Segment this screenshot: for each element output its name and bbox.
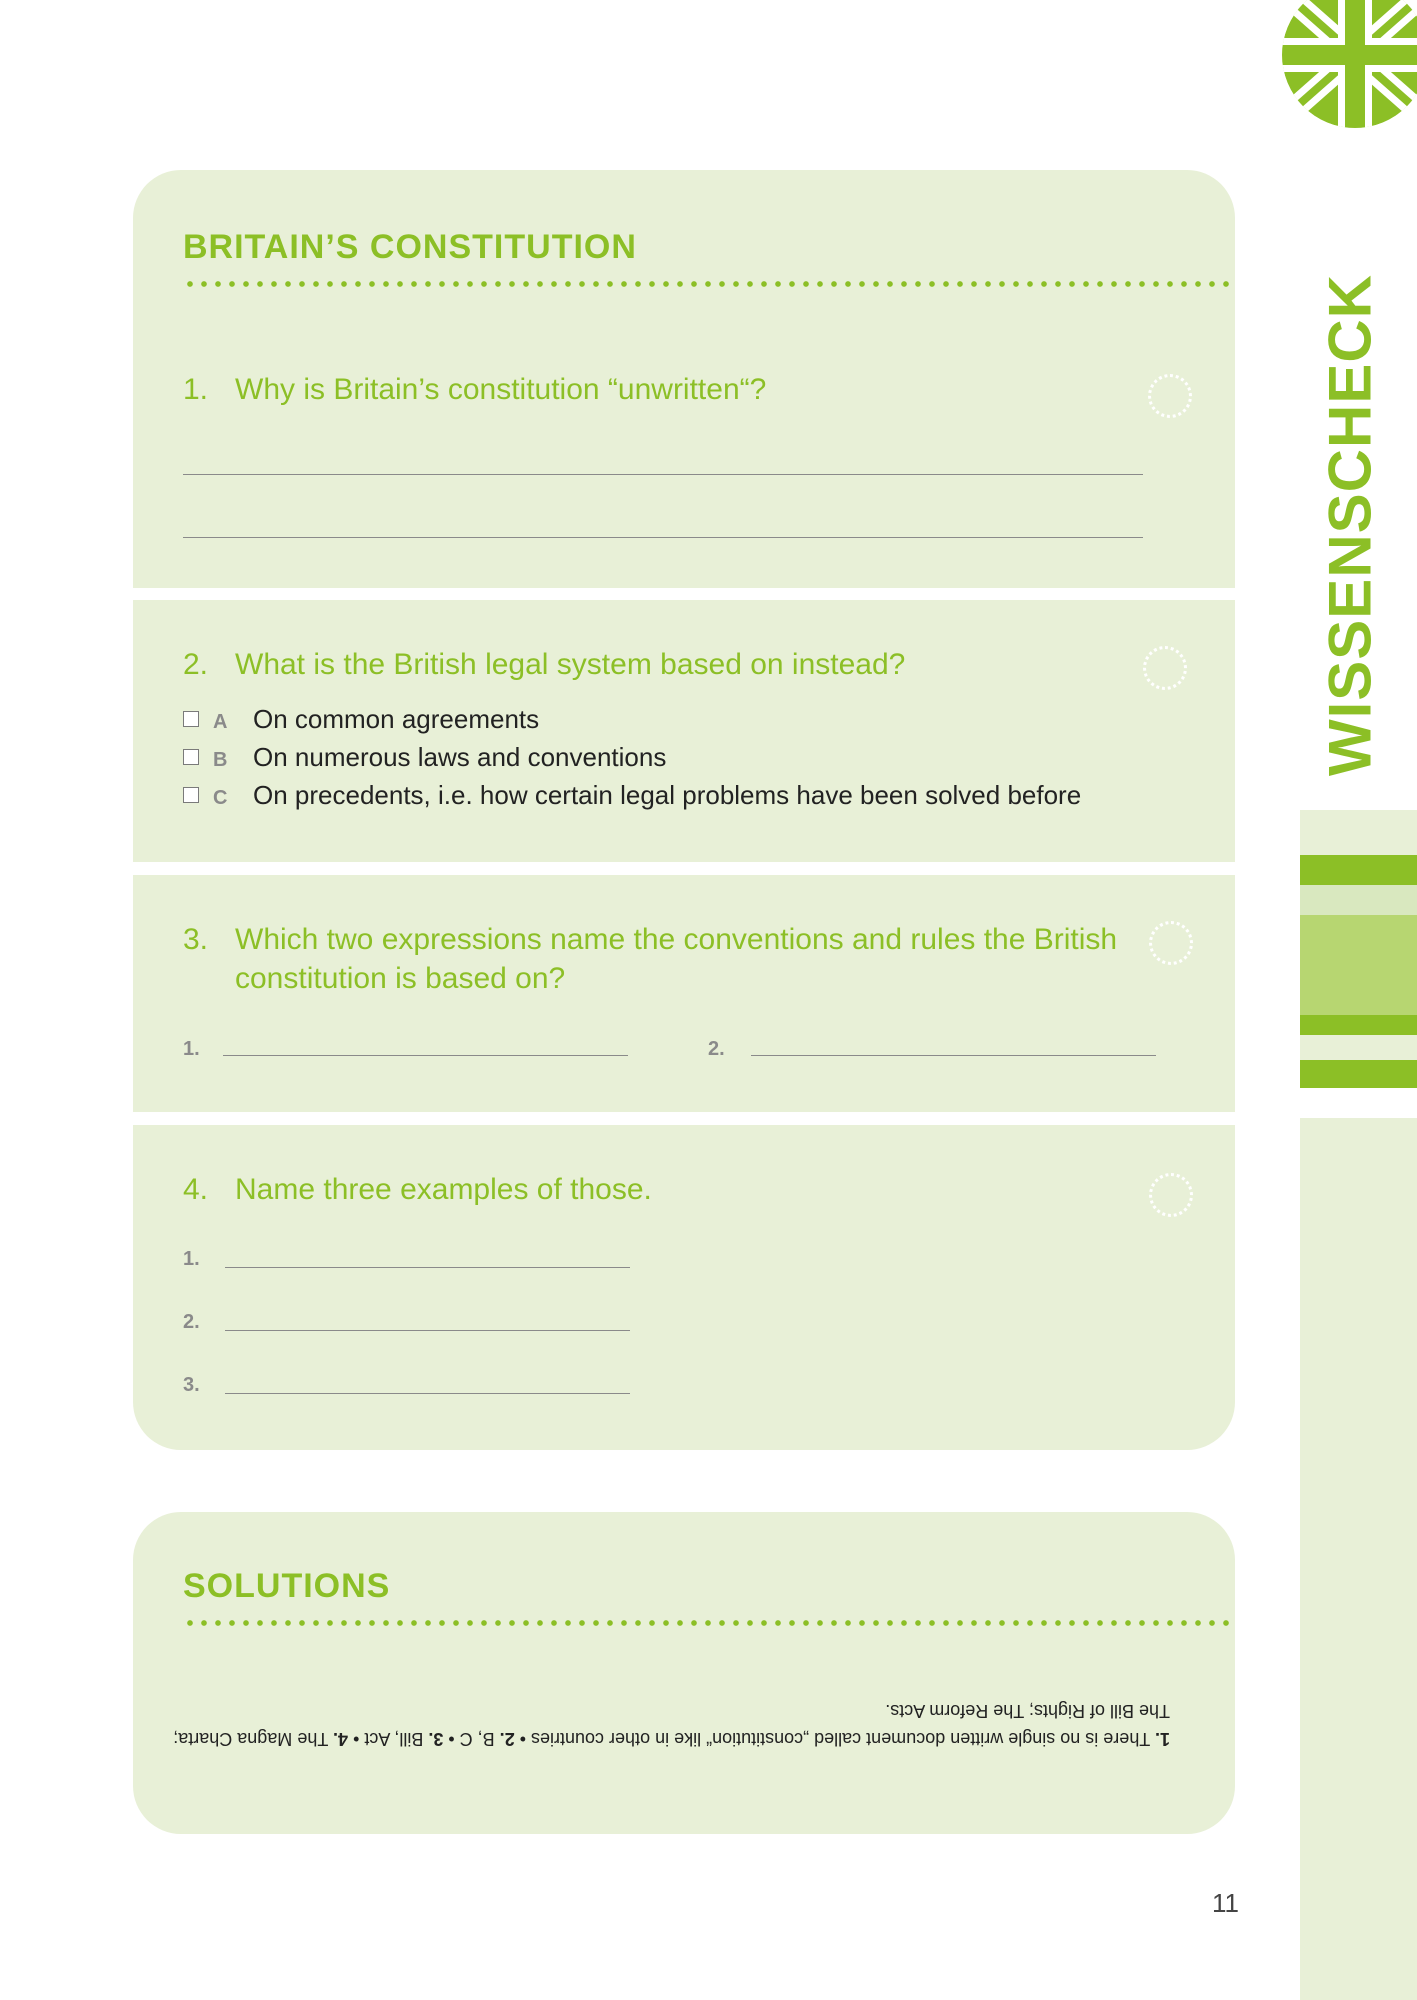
answer-line[interactable]: [223, 1055, 628, 1056]
answer-line[interactable]: [225, 1267, 630, 1268]
solutions-panel: [133, 1512, 1235, 1834]
option-c: [183, 780, 1081, 813]
question-1: [183, 370, 1183, 409]
dotted-divider: [183, 280, 1233, 288]
side-stripe: [1300, 885, 1417, 915]
side-stripe: [1300, 915, 1417, 1015]
answer-line[interactable]: [183, 537, 1143, 538]
side-stripe: [1300, 1035, 1417, 1060]
blank-label: 1.: [183, 1038, 200, 1060]
blank-label: 1.: [183, 1248, 200, 1270]
answer-number: 4.: [333, 1729, 349, 1749]
question-panel-1: [133, 170, 1235, 588]
blank-label: 2.: [708, 1038, 725, 1060]
side-strip: [1300, 1118, 1417, 2000]
question-number: 3.: [183, 923, 209, 956]
answer-number: 2.: [499, 1729, 515, 1749]
side-stripe: [1300, 1015, 1417, 1035]
option-text: On common agreements: [253, 704, 540, 734]
option-letter: B: [213, 749, 228, 771]
side-stripe: [1300, 855, 1417, 885]
question-text: Which two expressions name the conventions and rules the British constitution is based on?: [235, 923, 1118, 995]
checkbox[interactable]: [183, 711, 199, 727]
question-panel-2: [133, 600, 1235, 862]
question-number: 2.: [183, 648, 209, 681]
score-circle: [1148, 374, 1192, 418]
dotted-divider: [183, 1619, 1233, 1627]
answer-line[interactable]: [751, 1055, 1156, 1056]
blank-label: 3.: [183, 1374, 200, 1396]
answer-text: Bill, Act •: [348, 1729, 429, 1749]
union-jack-icon: [1270, 0, 1417, 130]
question-text: What is the British legal system based on instead?: [235, 648, 906, 681]
solutions-title: SOLUTIONS: [183, 1567, 391, 1605]
side-stripe: [1300, 810, 1417, 855]
answer-line[interactable]: [183, 474, 1143, 475]
option-letter: A: [213, 711, 228, 733]
option-b: [183, 742, 666, 775]
side-stripe: [1300, 1088, 1417, 1118]
question-text: Why is Britain’s constitution “unwritten“?: [235, 373, 767, 406]
option-a: [183, 704, 539, 737]
option-letter: C: [213, 787, 228, 809]
score-circle: [1143, 646, 1187, 690]
option-text: On precedents, i.e. how certain legal problems have been solved before: [253, 780, 1082, 810]
page-number: 11: [1212, 1888, 1239, 1918]
side-stripe: [1300, 1060, 1417, 1088]
question-number: 1.: [183, 373, 209, 406]
question-text: Name three examples of those.: [235, 1173, 652, 1206]
checkbox[interactable]: [183, 749, 199, 765]
answer-line[interactable]: [225, 1330, 630, 1331]
score-circle: [1149, 1173, 1193, 1217]
answer-line[interactable]: [225, 1393, 630, 1394]
option-text: On numerous laws and conventions: [253, 742, 667, 772]
answer-text: There is no single written document called „constitution“ like in other countries •: [514, 1729, 1155, 1749]
question-4: [183, 1170, 1143, 1209]
quiz-title: BRITAIN’S CONSTITUTION: [183, 228, 637, 266]
question-panel-4: [133, 1125, 1235, 1450]
answer-text: The Magna Charta; The Bill of Rights; The Reform Acts.: [173, 1701, 1170, 1749]
answer-number: 1.: [1154, 1729, 1170, 1749]
answer-number: 3.: [428, 1729, 444, 1749]
side-tab-title: WISSENSCHECK: [1316, 273, 1384, 777]
question-panel-3: [133, 875, 1235, 1112]
question-3: [183, 920, 1143, 998]
answer-text: B, C •: [443, 1729, 500, 1749]
question-number: 4.: [183, 1173, 209, 1206]
checkbox[interactable]: [183, 787, 199, 803]
question-2: [183, 645, 1183, 684]
solutions-text-upside-down: [170, 1697, 1170, 1753]
score-circle: [1149, 921, 1193, 965]
blank-label: 2.: [183, 1311, 200, 1333]
